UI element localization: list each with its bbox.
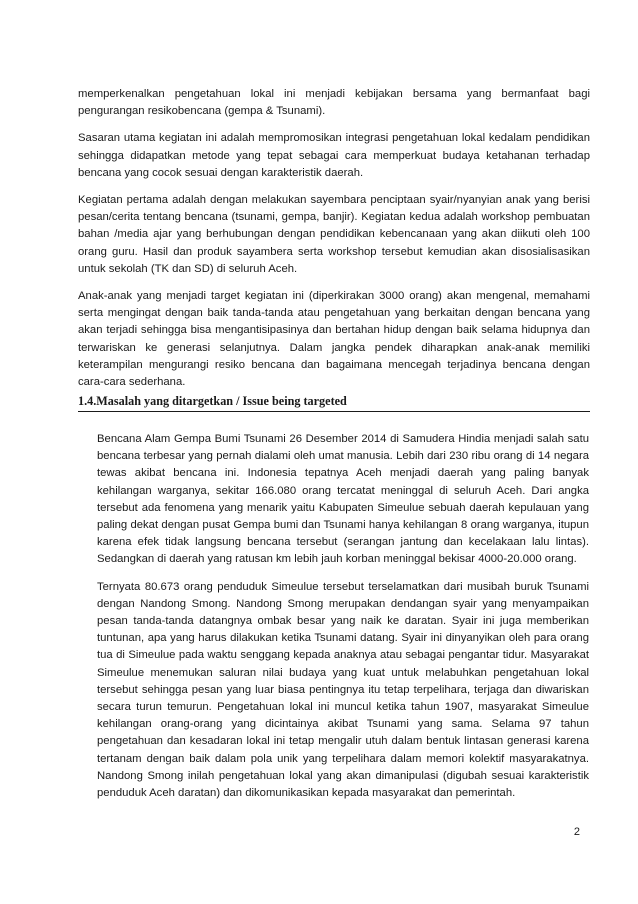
paragraph-objective: Sasaran utama kegiatan ini adalah mempromosikan integrasi pengetahuan lokal kedalam pendidikan sehingga didapatkan metode yang tepat sebagai cara memperkuat budaya ketahanan terhadap bencana yang cocok sesuai dengan karakteristik daerah. — [78, 132, 590, 179]
intro-paragraphs — [78, 86, 590, 401]
paragraph-target-children: Anak-anak yang menjadi target kegiatan ini (diperkirakan 3000 orang) akan mengenal, memahami serta mengingat dengan baik tanda-tanda atau pengetahuan yang berkaitan dengan bencana yang akan terjadi sehingga bisa mengantisipasinya dan bertahan hidup dengan baik selama hidupnya dan terwariskan ke generasi selanjutnya. Dalam jangka pendek diharapkan anak-anak memiliki keterampilan mengurangi resiko bencana dan bagaimana mencegah terjadinya bencana dengan cara-cara sederhana. — [78, 290, 590, 389]
paragraph-nandong-smong: Ternyata 80.673 orang penduduk Simeulue tersebut terselamatkan dari musibah buruk Tsunami dengan Nandong Smong. Nandong Smong merupakan dendangan syair yang menyampaikan pesan tanda-tanda datangnya ombak besar yang naik ke daratan. Syair ini juga memberikan tuntunan, apa yang harus dilakukan ketika Tsunami datang. Syair ini dinyanyikan oleh para orang tua di Simeulue pada waktu senggang kepada anaknya atau sebagai pengantar tidur. Masyarakat Simeulue menemukan saluran nilai budaya yang kuat untuk melabuhkan pengetahuan lokal tersebut sehingga pesan yang luar biasa pentingnya itu tetap terpelihara, terjaga dan diwariskan secara turun temurun. Pengetahuan lokal ini muncul ketika tahun 1907, masyarakat Simeulue kehilangan orang-orang yang dicintainya akibat Tsunami yang sama. Selama 97 tahun pengetahuan dan kesadaran lokal ini tetap mengalir utuh dalam bentuk lintasan generasi karena tertanam dengan baik dalam pola unik yang terpelihara dalam memori kolektif masyarakatnya. Nandong Smong inilah pengetahuan lokal yang akan dimanipulasi (digubah sesuai karakteristik penduduk Aceh daratan) dan dikomunikasikan kepada masyarakat dan pemerintah. — [97, 580, 589, 800]
section-heading: 1.4.Masalah yang ditargetkan / Issue being targeted — [78, 394, 347, 408]
section-paragraphs — [97, 431, 589, 812]
paragraph-activities: Kegiatan pertama adalah dengan melakukan sayembara penciptaan syair/nyanyian anak yang berisi pesan/cerita tentang bencana (tsunami, gempa, banjir). Kegiatan kedua adalah workshop pembuatan bahan /media ajar yang berhubungan dengan pendidikan kebencanaan yang akan diikuti oleh 100 orang guru. Hasil dan produk sayambera serta workshop tersebut kemudian akan disosialisasikan untuk sekolah (TK dan SD) di seluruh Aceh. — [78, 194, 590, 275]
paragraph-continuation: memperkenalkan pengetahuan lokal ini menjadi kebijakan bersama yang bermanfaat bagi pengurangan resikobencana (gempa & Tsunami). — [78, 88, 590, 118]
page-number: 2 — [573, 826, 580, 838]
section-heading-container — [78, 394, 590, 412]
paragraph-tsunami-background: Bencana Alam Gempa Bumi Tsunami 26 Desember 2014 di Samudera Hindia menjadi salah satu bencana terbesar yang pernah dialami oleh umat manusia. Lebih dari 230 ribu orang di 14 negara tewas akibat bencana ini. Indonesia tepatnya Aceh menjadi daerah yang paling banyak kehilangan warganya, sekitar 166.080 orang tercatat meninggal di seluruh Aceh. Dari angka tersebut ada fenomena yang menarik yaitu Kabupaten Simeulue sebuah daerah kepulauan yang paling dekat dengan pusat Gempa bumi dan Tsunami hanya kehilangan 8 orang warganya, itupun karena efek tidak langsung bencana tersebut (serangan jantung dan kecelakaan lalu lintas). Sedangkan di daerah yang ratusan km lebih jauh korban meninggal bekisar 4000-20.000 orang. — [97, 433, 589, 566]
